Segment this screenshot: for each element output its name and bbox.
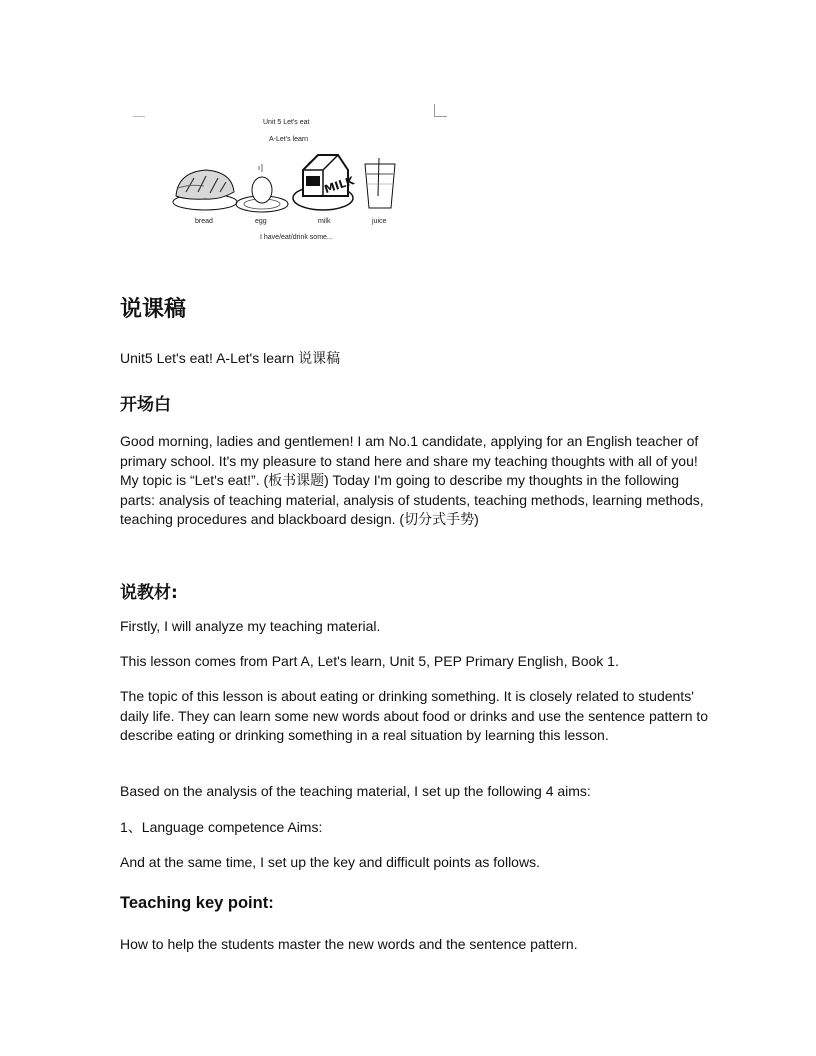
paragraph: 1、Language competence Aims: xyxy=(120,819,323,835)
lesson-illustration xyxy=(120,100,460,250)
page-title: 说课稿 xyxy=(120,297,187,322)
heading-material: 说教材: xyxy=(120,583,178,603)
label-milk: milk xyxy=(318,218,331,225)
carton-label: MILK xyxy=(322,174,356,197)
paragraph: Based on the analysis of the teaching material, I set up the following 4 aims: xyxy=(120,783,591,799)
paragraph: And at the same time, I set up the key and difficult points as follows. xyxy=(120,854,540,870)
label-juice: juice xyxy=(372,218,387,225)
paragraph: Firstly, I will analyze my teaching material. xyxy=(120,618,381,634)
milk-drawing xyxy=(293,155,356,210)
egg-drawing xyxy=(236,164,288,212)
heading-opening: 开场白 xyxy=(120,395,171,415)
figure-caption: I have/eat/drink some... xyxy=(260,234,333,241)
paragraph: The topic of this lesson is about eating or drinking something. It is closely related to students' daily life. They can learn some new words about food or drinks and use the sentence pattern to describe eating or drinking something in a real situation by learning this lesson. xyxy=(120,688,709,744)
heading-key-point: Teaching key point: xyxy=(120,894,274,912)
bread-drawing xyxy=(173,170,237,210)
label-egg: egg xyxy=(255,218,267,225)
paragraph: How to help the students master the new words and the sentence pattern. xyxy=(120,936,578,952)
paragraph: This lesson comes from Part A, Let's learn, Unit 5, PEP Primary English, Book 1. xyxy=(120,653,619,669)
juice-drawing xyxy=(365,158,395,208)
figure-subtitle: A-Let's learn xyxy=(269,136,309,143)
label-bread: bread xyxy=(195,218,213,225)
lesson-subtitle: Unit5 Let's eat! A-Let's learn 说课稿 xyxy=(120,350,341,366)
food-drawings xyxy=(120,100,460,250)
intro-paragraph: Good morning, ladies and gentlemen! I am No.1 candidate, applying for an English teacher of primary school. It's my pleasure to stand here and share my teaching thoughts with all of you! My topic is “Let's eat!”. (板书课题) Today I'm going to describe my thoughts in the following parts: analysis of teaching material, analysis of students, teaching methods, learning methods, teaching procedures and blackboard design. (切分式手势) xyxy=(120,433,704,528)
figure-title: Unit 5 Let's eat xyxy=(263,119,310,126)
